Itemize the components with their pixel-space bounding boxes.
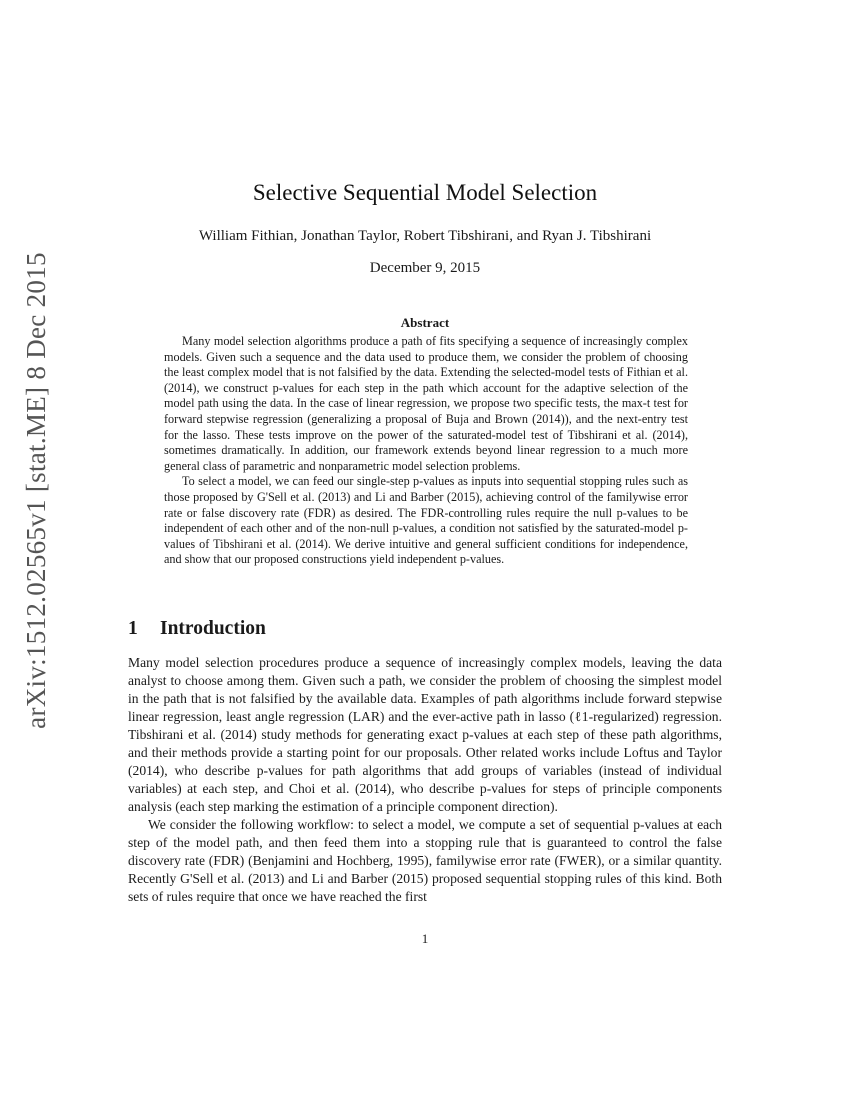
abstract-heading: Abstract (400, 315, 450, 330)
paper-title: Selective Sequential Model Selection (252, 180, 598, 205)
page-number: 1 (421, 931, 429, 946)
abstract-paragraph: To select a model, we can feed our single-step p-values as inputs into sequential stopping rules such as those proposed by G'Sell et al. (2013) and Li and Barber (2015), achieving control of the familywise error rate or false discovery rate (FDR) as desired. The FDR-controlling rules require the null p-values to be independent of each other and of the non-null p-values, a condition not satisfied by the saturated-model p-values of Tibshirani et al. (2014). We derive intuitive and general sufficient conditions for independence, and show that our proposed constructions yield independent p-values. (164, 474, 688, 567)
author-list: William Fithian, Jonathan Taylor, Robert Tibshirani, and Ryan J. Tibshirani (198, 228, 652, 244)
arxiv-id-text: arXiv:1512.02565v1 [stat.ME] 8 Dec 2015 (20, 251, 51, 729)
arxiv-watermark (14, 251, 58, 729)
body-text (128, 654, 722, 906)
body-paragraph: Many model selection procedures produce a sequence of increasingly complex models, leaving the data analyst to choose among them. Given such a path, we consider the problem of choosing the simplest model in the path that is not falsified by the available data. Examples of path algorithms include forward stepwise linear regression, least angle regression (LAR) and the ever-active path in lasso (ℓ1-regularized) regression. Tibshirani et al. (2014) study methods for generating exact p-values at each step of these path algorithms, and their methods provide a starting point for our proposals. Other related works include Loftus and Taylor (2014), who describe p-values for path algorithms that add groups of variables (instead of individual variables) at each step, and Choi et al. (2014), who describe p-values for steps of principle components analysis (each step marking the estimation of a principle component direction). (128, 655, 722, 814)
abstract-paragraph: Many model selection algorithms produce a path of fits specifying a sequence of increasingly complex models. Given such a sequence and the data used to produce them, we consider the problem of choosing the least complex model that is not falsified by the data. Extending the selected-model tests of Fithian et al. (2014), we construct p-values for each step in the path which account for the adaptive selection of the model path using the data. In the case of linear regression, we propose two specific tests, the max-t test for forward stepwise regression (generalizing a proposal of Buja and Brown (2014)), and the next-entry test for the lasso. These tests improve on the power of the saturated-model test of Tibshirani et al. (2014), sometimes dramatically. In addition, our framework extends beyond linear regression to a much more general class of parametric and nonparametric model selection problems. (164, 334, 688, 473)
abstract-block (164, 334, 688, 568)
body-paragraph: We consider the following workflow: to select a model, we compute a set of sequential p-values at each step of the model path, and then feed them into a stopping rule that is guaranteed to control the false discovery rate (FDR) (Benjamini and Hochberg, 1995), familywise error rate (FWER), or a similar quantity. Recently G'Sell et al. (2013) and Li and Barber (2015) proposed sequential stopping rules of this kind. Both sets of rules require that once we have reached the first (128, 817, 722, 904)
section-title: Introduction (160, 618, 266, 639)
section-heading (128, 618, 266, 640)
section-number: 1 (128, 618, 138, 639)
publication-date: December 9, 2015 (369, 260, 481, 276)
